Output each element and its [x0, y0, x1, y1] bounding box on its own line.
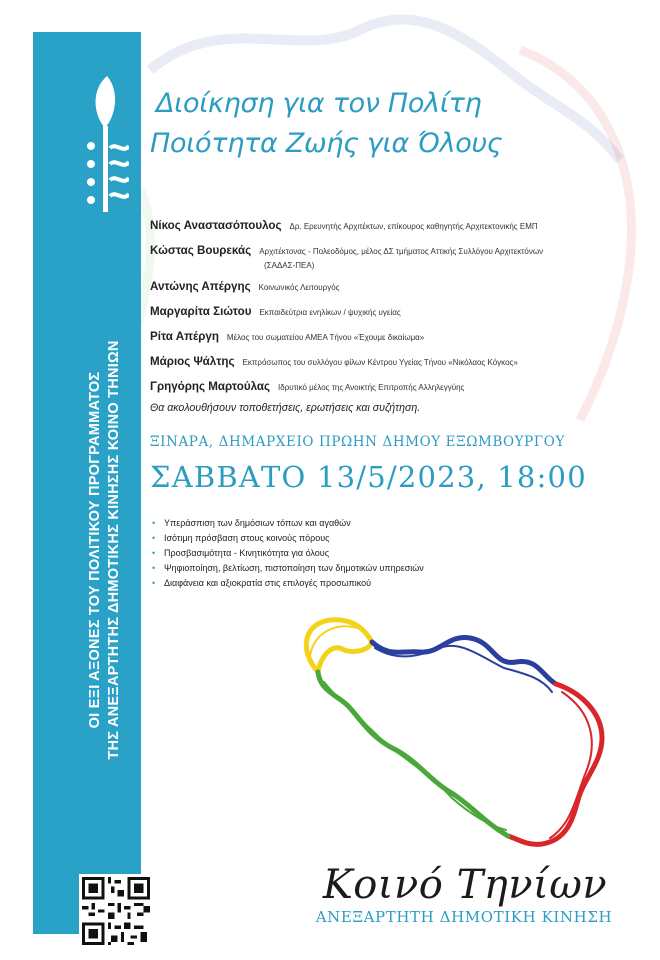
sidebar-banner — [33, 32, 141, 934]
program-axes-list — [150, 518, 570, 593]
speaker-item — [150, 302, 640, 320]
brand-name: Κοινό Τηνίων — [322, 862, 608, 908]
list-item — [150, 518, 570, 528]
sidebar-text-line-2: ΤΗΣ ΑΝΕΞΑΡΤΗΤΗΣ ΔΗΜΟΤΙΚΗΣ ΚΙΝΗΣΗΣ ΚΟΙΝΟ ΤΗΝΙΩΝ — [106, 340, 122, 760]
bullet-dot-icon: • — [152, 533, 156, 543]
speaker-role: Κοινωνικός Λειτουργός — [258, 283, 340, 292]
list-item — [150, 548, 570, 558]
speaker-name: Κώστας Βουρεκάς — [150, 244, 252, 257]
list-item — [150, 563, 570, 573]
event-datetime: ΣΑΒΒΑΤΟ 13/5/2023, 18:00 — [150, 460, 587, 494]
speaker-item — [150, 277, 640, 295]
qr-code-icon[interactable] — [79, 874, 153, 948]
speaker-name: Μάριος Ψάλτης — [150, 355, 235, 368]
bullet-dot-icon: • — [152, 578, 156, 588]
speaker-name: Νίκος Αναστασόπουλος — [150, 219, 282, 232]
speaker-name: Αντώνης Απέργης — [150, 280, 251, 293]
speaker-name: Ρίτα Απέργη — [150, 330, 219, 343]
speaker-role: Μέλος του σωματείου ΑΜΕΑ Τήνου «Έχουμε δικαίωμα» — [226, 333, 425, 342]
headline-line-2: Ποιότητα Ζωής για Όλους — [150, 128, 503, 159]
tinos-island-outline-icon — [280, 612, 620, 852]
bullet-dot-icon: • — [152, 563, 156, 573]
speaker-role: Εκπρόσωπος του συλλόγου φίλων Κέντρου Υγείας Τήνου «Νικόλαος Κόγκος» — [242, 358, 518, 367]
list-item-text: Ψηφιοποίηση, βελτίωση, πιστοποίηση των δημοτικών υπηρεσιών — [164, 563, 424, 573]
list-item — [150, 578, 570, 588]
speaker-item — [150, 377, 640, 395]
list-item-text: Ισότιμη πρόσβαση στους κοινούς πόρους — [164, 533, 330, 543]
speaker-name: Γρηγόρης Μαρτούλας — [150, 380, 271, 393]
bullet-dot-icon: • — [152, 548, 156, 558]
sidebar-text-line-1: ΟΙ ΕΞΙ ΑΞΟΝΕΣ ΤΟΥ ΠΟΛΙΤΙΚΟΥ ΠΡΟΓΡΑΜΜΑΤΟΣ — [87, 371, 103, 729]
list-item-text: Διαφάνεια και αξιοκρατία στις επιλογές προσωπικού — [164, 578, 372, 588]
speaker-item — [150, 352, 640, 370]
plant-wave-logo-icon — [71, 70, 129, 220]
list-item-text: Προσβασιμότητα - Κινητικότητα για όλους — [164, 548, 330, 558]
bullet-dot-icon: • — [152, 518, 156, 528]
speaker-item — [150, 327, 640, 345]
headline — [150, 84, 650, 164]
speaker-name: Μαργαρίτα Σιώτου — [150, 305, 252, 318]
speaker-list — [150, 216, 640, 414]
speaker-role: Αρχιτέκτονας - Πολεοδόμος, μέλος ΔΣ τμήματος Αττικής Συλλόγου Αρχιτεκτόνων — [259, 247, 544, 256]
follow-up-note: Θα ακολουθήσουν τοποθετήσεις, ερωτήσεις και συζήτηση. — [150, 402, 421, 414]
list-item — [150, 533, 570, 543]
list-item-text: Υπεράσπιση των δημόσιων τόπων και αγαθών — [164, 518, 351, 528]
headline-line-1: Διοίκηση για τον Πολίτη — [156, 88, 482, 119]
speaker-item — [150, 241, 640, 270]
sidebar-vertical-text — [87, 240, 125, 860]
brand-subtitle: ΑΝΕΞΑΡΤΗΤΗ ΔΗΜΟΤΙΚΗ ΚΙΝΗΣΗ — [315, 908, 613, 926]
speaker-role: Ιδρυτικό μέλος της Ανοικτής Επιτροπής Αλληλεγγύης — [278, 383, 465, 392]
event-venue: ΞΙΝΑΡΑ, ΔΗΜΑΡΧΕΙΟ ΠΡΩΗΝ ΔΗΜΟΥ ΕΞΩΜΒΟΥΡΓΟΥ — [150, 434, 565, 450]
speaker-item — [150, 216, 640, 234]
speaker-role-continued: (ΣΑΔΑΣ-ΠΕΑ) — [264, 261, 315, 270]
speaker-role: Εκπαιδεύτρια ενηλίκων / ψυχικής υγείας — [259, 308, 401, 317]
speaker-role: Δρ. Ερευνητής Αρχιτέκτων, επίκουρος καθηγητής Αρχιτεκτονικής ΕΜΠ — [289, 222, 538, 231]
